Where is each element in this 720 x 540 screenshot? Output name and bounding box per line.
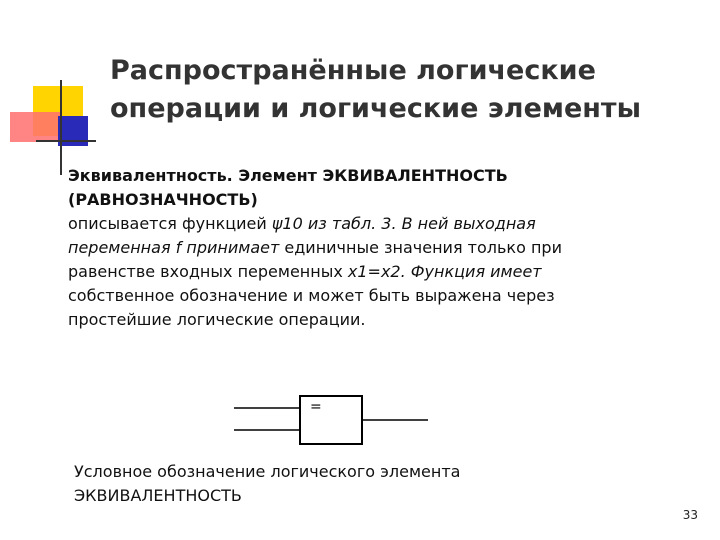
- body-line-4-normal: единичные значения только при: [279, 238, 562, 257]
- figure-caption: [74, 460, 574, 508]
- body-line-3-italic: ψ10 из табл. 3. В ней выходная: [271, 214, 536, 233]
- body-line-5: [68, 260, 628, 284]
- gate-label: =: [310, 399, 322, 415]
- caption-line-1: Условное обозначение логического элемента: [74, 462, 461, 481]
- body-line-6: собственное обозначение и может быть выражена через: [68, 286, 555, 305]
- decor-vertical-line: [60, 80, 62, 175]
- body-line-5-normal: равенстве входных переменных: [68, 262, 348, 281]
- body-heading-line-1: Эквивалентность. Элемент ЭКВИВАЛЕНТНОСТЬ: [68, 166, 508, 185]
- body-line-7: простейшие логические операции.: [68, 310, 366, 329]
- equivalence-gate-symbol: [234, 392, 430, 448]
- slide-title: [110, 52, 700, 128]
- body-line-4: [68, 236, 628, 260]
- page-number: 33: [682, 508, 698, 522]
- body-line-5-italic: x1=x2. Функция имеет: [347, 262, 542, 281]
- decor-red-square: [10, 112, 60, 142]
- title-line-1: Распространённые логические: [110, 55, 596, 86]
- body-line-4-italic: переменная f принимает: [68, 238, 280, 257]
- title-line-2: операции и логические элементы: [110, 93, 641, 124]
- body-line-3: [68, 212, 628, 236]
- slide-body: [68, 164, 628, 332]
- caption-line-2: ЭКВИВАЛЕНТНОСТЬ: [74, 486, 242, 505]
- decor-horizontal-line: [36, 140, 96, 142]
- body-heading-line-2: (РАВНОЗНАЧНОСТЬ): [68, 190, 258, 209]
- body-line-3-normal: описывается функцией: [68, 214, 272, 233]
